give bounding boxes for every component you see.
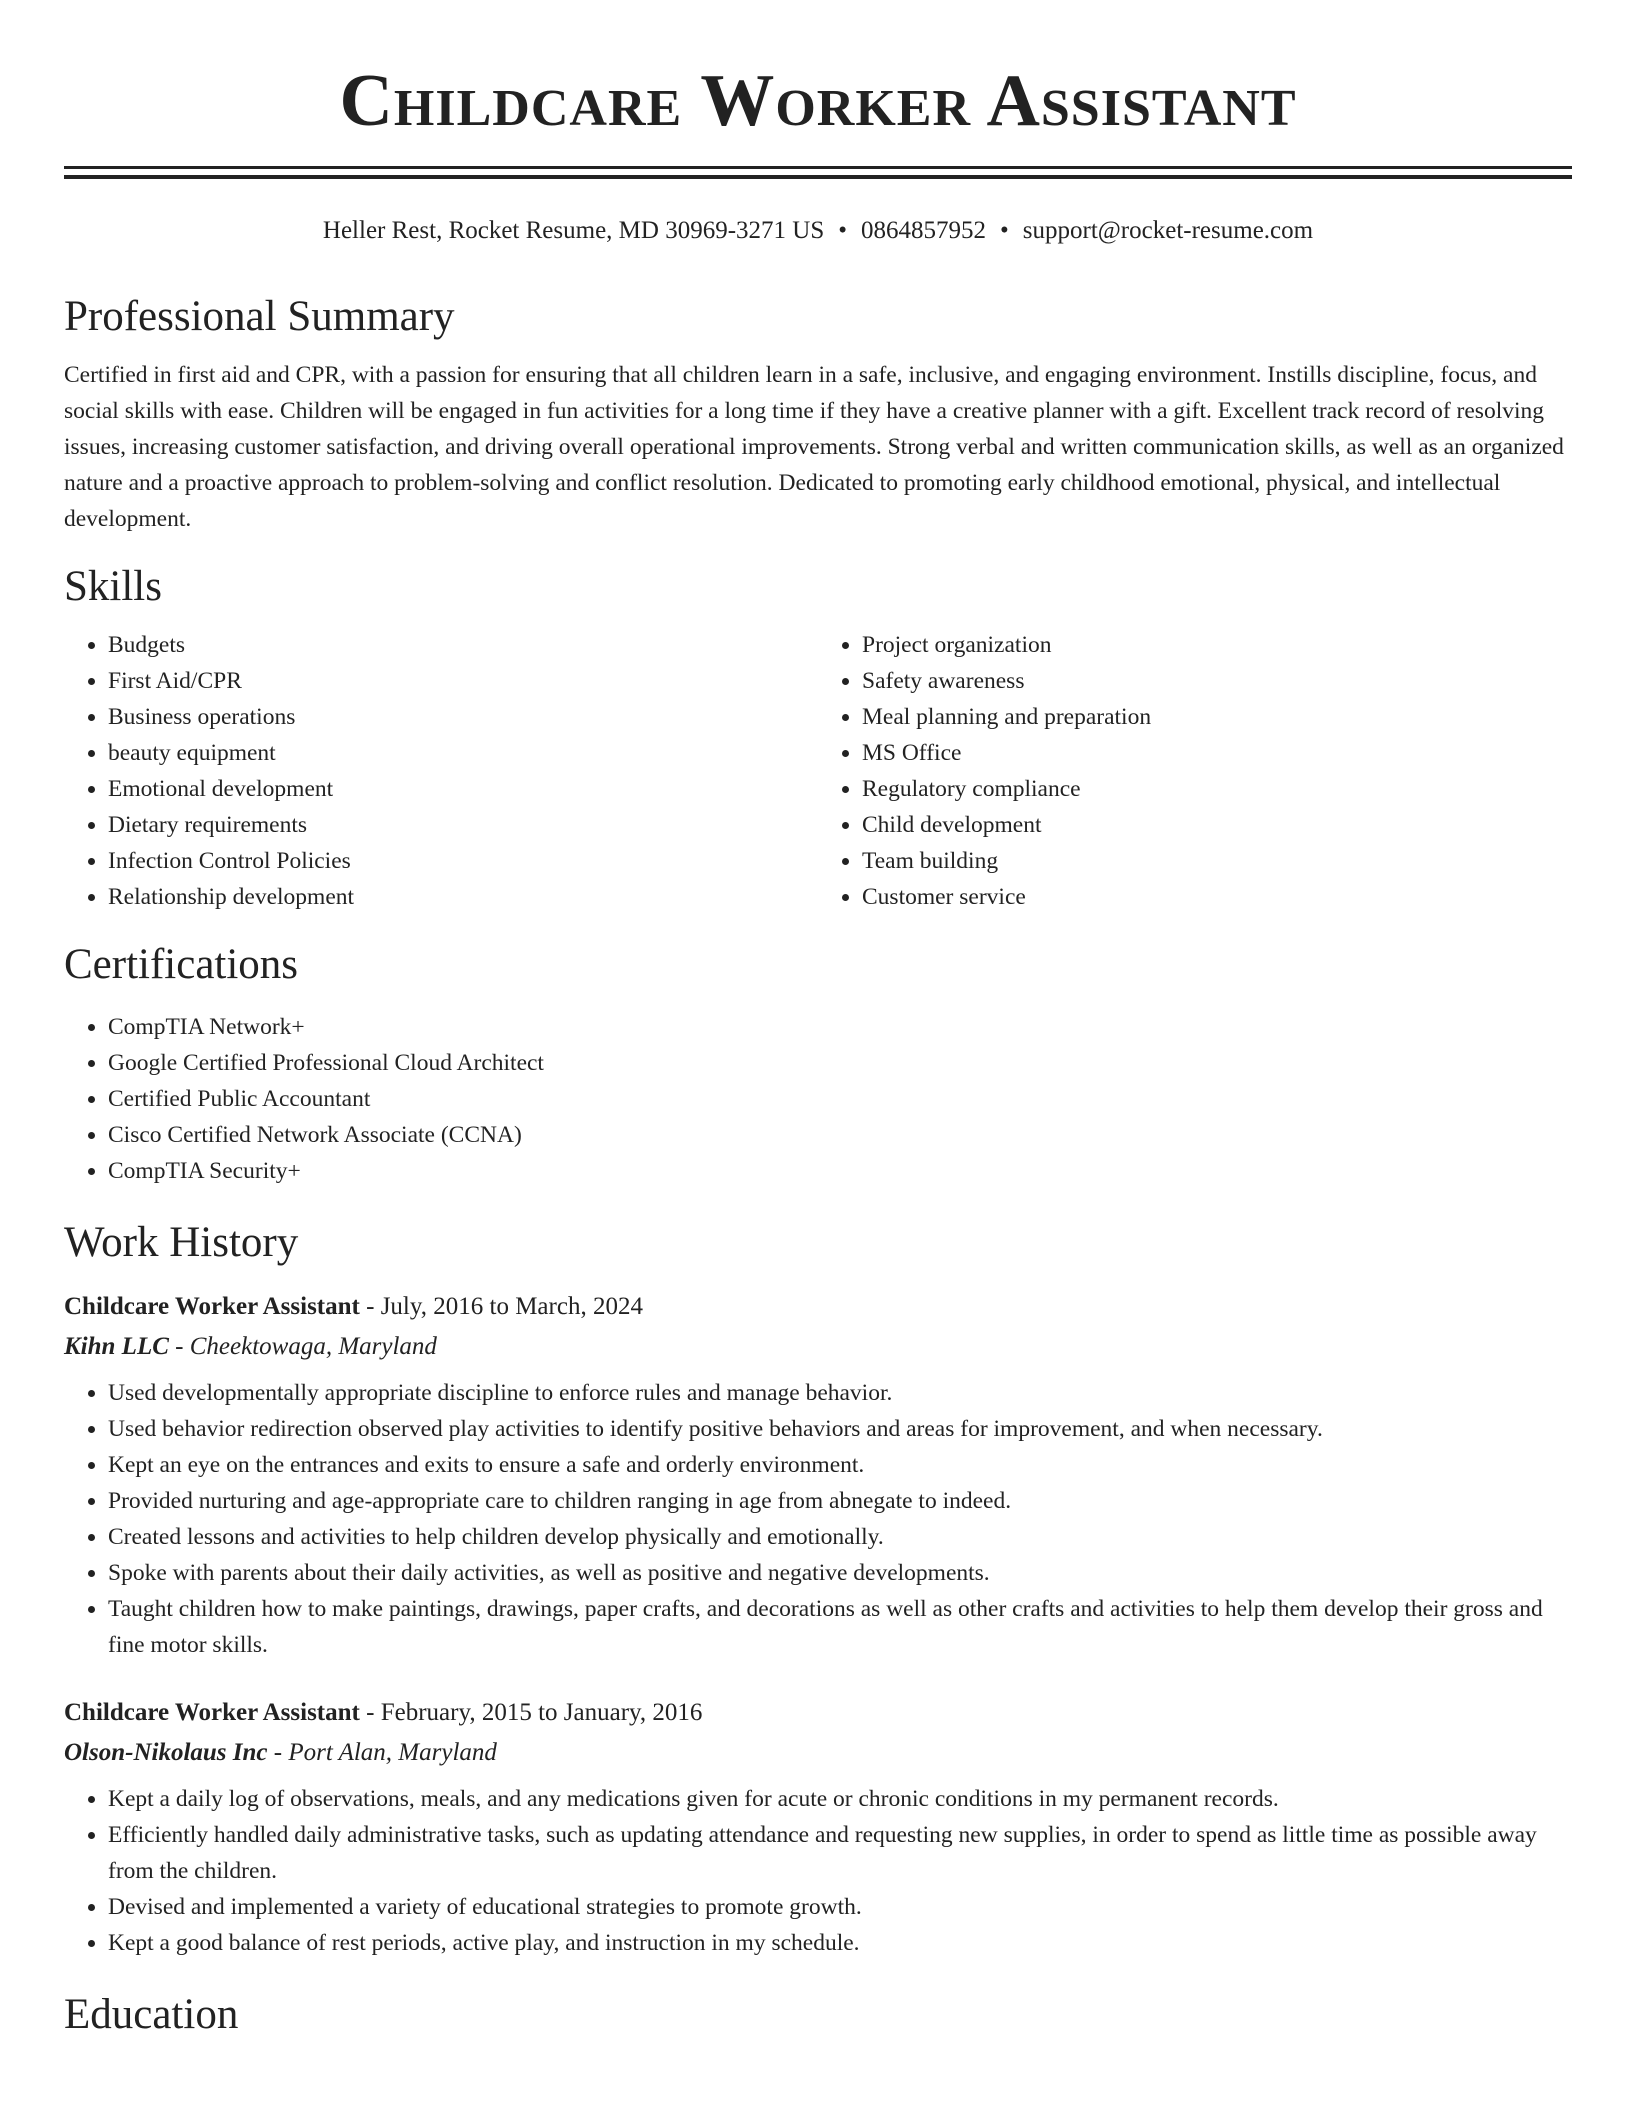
skill-item: • Meal planning and preparation <box>862 699 1572 735</box>
job-dates: - July, 2016 to March, 2024 <box>359 1293 643 1320</box>
job-company-line <box>64 1733 1572 1773</box>
job-bullet: • Efficiently handled daily administrative tasks, such as updating attendance and requesting new supplies, in order to spend as little time as possible away from the children. <box>108 1817 1572 1889</box>
skill-item: • Child development <box>862 807 1572 843</box>
education-heading: Education <box>64 1991 239 2038</box>
job-title: Childcare Worker Assistant <box>64 1293 360 1320</box>
job-bullet: • Kept a daily log of observations, meals, and any medications given for acute or chronic conditions in my permanent records. <box>108 1781 1572 1817</box>
skill-item: • Customer service <box>862 879 1572 915</box>
job-bullet: • Used developmentally appropriate discipline to enforce rules and manage behavior. <box>108 1375 1572 1411</box>
skill-item: • Dietary requirements <box>108 807 818 843</box>
skill-item: • Business operations <box>108 699 818 735</box>
certification-item: • CompTIA Network+ <box>108 1009 1572 1045</box>
job-dates: - February, 2015 to January, 2016 <box>359 1699 703 1726</box>
job-bullet: • Used behavior redirection observed play activities to identify positive behaviors and areas for improvement, and when necessary. <box>108 1411 1572 1447</box>
job-bullets <box>64 1375 1572 1663</box>
skills-section <box>64 561 1572 915</box>
skills-heading: Skills <box>64 563 162 610</box>
certifications-section <box>64 939 1572 1189</box>
job-company: Kihn LLC <box>64 1333 169 1360</box>
contact-phone: 0864857952 <box>861 217 987 244</box>
skill-item: • Project organization <box>862 627 1572 663</box>
contact-line <box>64 215 1572 247</box>
skills-list-left <box>64 627 818 915</box>
job-bullet: • Kept an eye on the entrances and exits to ensure a safe and orderly environment. <box>108 1447 1572 1483</box>
job-bullets <box>64 1781 1572 1961</box>
contact-separator: • <box>838 217 848 244</box>
job-entry <box>64 1287 1572 1663</box>
skill-item: • Budgets <box>108 627 818 663</box>
certification-item: • Certified Public Accountant <box>108 1081 1572 1117</box>
skill-item: • Team building <box>862 843 1572 879</box>
skill-item: • Safety awareness <box>862 663 1572 699</box>
summary-section <box>64 291 1572 537</box>
job-company-line <box>64 1327 1572 1367</box>
header-divider-top <box>64 166 1572 169</box>
summary-text: Certified in first aid and CPR, with a passion for ensuring that all children learn in a safe, inclusive, and engaging environment. Instills discipline, focus, and social skills with ease. Children will be engaged in fun activities for a long time if they have a creative planner with a gift. Excellent track record of resolving issues, increasing customer satisfaction, and driving overall operational improvements. Strong verbal and written communication skills, as well as an organized nature and a proactive approach to problem-solving and conflict resolution. Dedicated to promoting early childhood emotional, physical, and intellectual development. <box>64 362 1564 532</box>
job-company: Olson-Nikolaus Inc <box>64 1739 268 1766</box>
certification-item: • Google Certified Professional Cloud Architect <box>108 1045 1572 1081</box>
skill-item: • Emotional development <box>108 771 818 807</box>
skill-item: • First Aid/CPR <box>108 663 818 699</box>
job-bullet: • Taught children how to make paintings, drawings, paper crafts, and decorations as well as other crafts and activities to help them develop their gross and fine motor skills. <box>108 1591 1572 1663</box>
certification-item: • Cisco Certified Network Associate (CCNA) <box>108 1117 1572 1153</box>
work-history-heading: Work History <box>64 1219 299 1266</box>
job-title: Childcare Worker Assistant <box>64 1699 360 1726</box>
skills-list-right <box>818 627 1572 915</box>
job-bullet: • Provided nurturing and age-appropriate care to children ranging in age from abnegate to indeed. <box>108 1483 1572 1519</box>
job-title-line <box>64 1287 1572 1327</box>
contact-separator: • <box>1000 217 1009 244</box>
certification-item: • CompTIA Security+ <box>108 1153 1572 1189</box>
work-history-section <box>64 1217 1572 1961</box>
job-bullet: • Devised and implemented a variety of educational strategies to promote growth. <box>108 1889 1572 1925</box>
certifications-list <box>64 1009 1572 1189</box>
skills-grid <box>64 627 1572 915</box>
resume-page <box>64 0 1572 2041</box>
contact-address: Heller Rest, Rocket Resume, MD 30969-3271 US <box>322 217 825 244</box>
job-location: - Port Alan, Maryland <box>267 1739 497 1766</box>
job-title-line <box>64 1693 1572 1733</box>
certifications-heading: Certifications <box>64 941 299 988</box>
job-bullet: • Spoke with parents about their daily activities, as well as positive and negative developments. <box>108 1555 1572 1591</box>
job-location: - Cheektowaga, Maryland <box>168 1333 437 1360</box>
header-divider-bottom <box>64 175 1572 179</box>
skill-item: • MS Office <box>862 735 1572 771</box>
skill-item: • Regulatory compliance <box>862 771 1572 807</box>
job-entry <box>64 1693 1572 1961</box>
skill-item: • Infection Control Policies <box>108 843 818 879</box>
job-bullet: • Created lessons and activities to help children develop physically and emotionally. <box>108 1519 1572 1555</box>
summary-heading: Professional Summary <box>64 293 455 340</box>
skill-item: • beauty equipment <box>108 735 818 771</box>
skill-item: • Relationship development <box>108 879 818 915</box>
contact-email[interactable]: support@rocket-resume.com <box>1022 217 1314 244</box>
job-bullet: • Kept a good balance of rest periods, active play, and instruction in my schedule. <box>108 1925 1572 1961</box>
education-section <box>64 1989 1572 2041</box>
resume-title: Childcare Worker Assistant <box>339 60 1297 142</box>
